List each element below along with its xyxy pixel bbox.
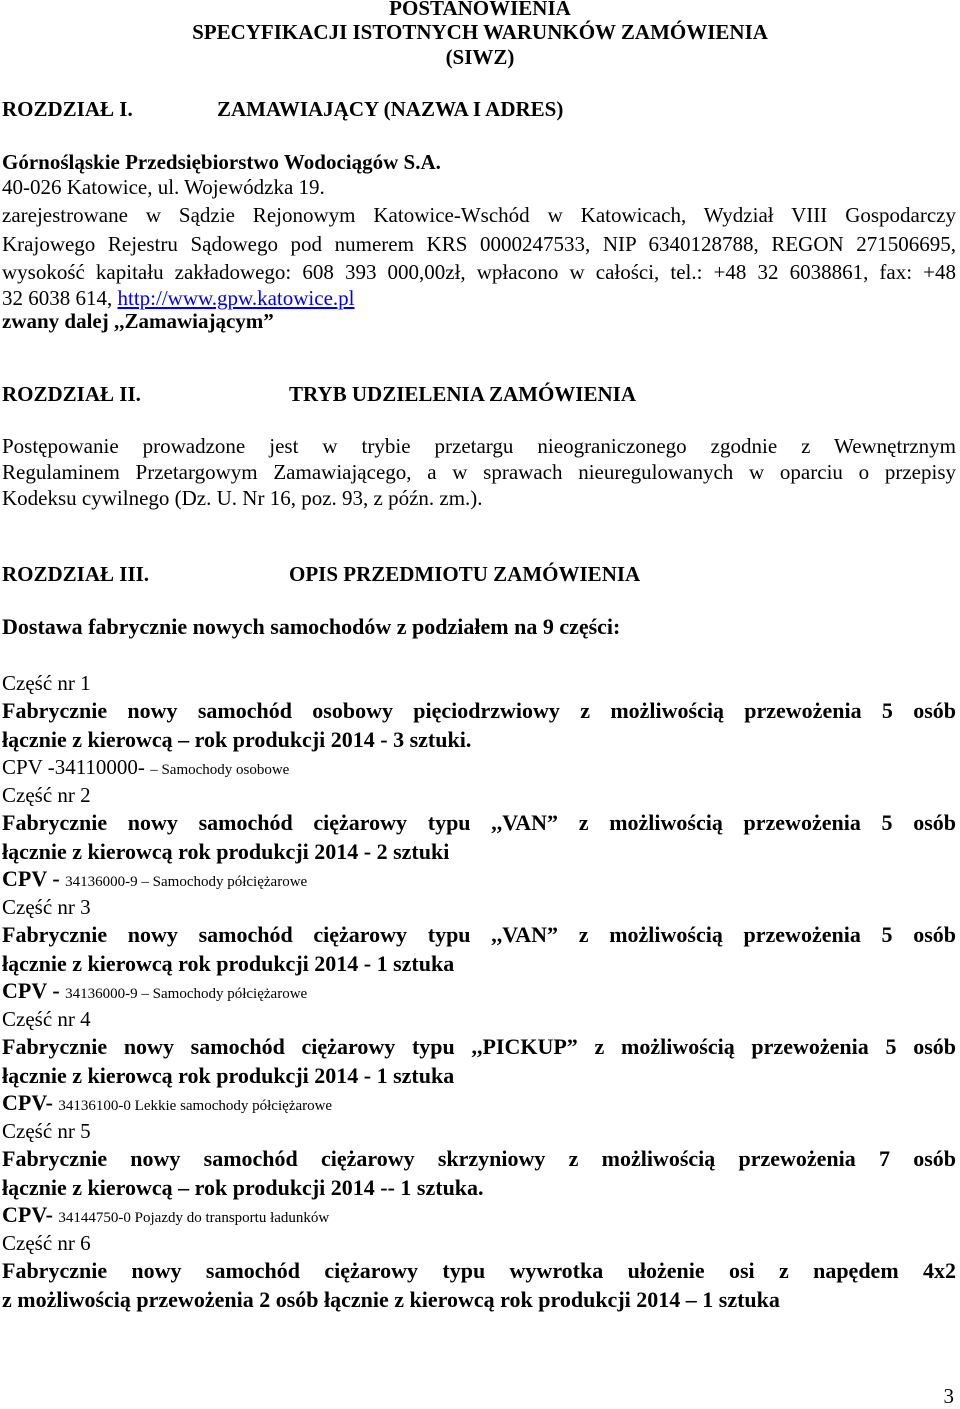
chapter-2-title: TRYB UDZIELENIA ZAMÓWIENIA (289, 382, 636, 406)
part-4-cpv (2, 1091, 332, 1118)
part-2-heading: Część nr 2 (2, 783, 91, 807)
part-3-cpv (2, 979, 307, 1006)
part-3-cpv-desc: 34136000-9 – Samochody półciężarowe (65, 986, 308, 1002)
procedure-line-3: Kodeksu cywilnego (Dz. U. Nr 16, poz. 93, z późn. zm.). (2, 486, 483, 510)
part-1-cpv (2, 755, 289, 782)
part-5-cpv (2, 1203, 329, 1230)
part-5-heading: Część nr 5 (2, 1119, 91, 1143)
part-1-cpv-code: CPV -34110000- (2, 755, 151, 779)
part-4-desc-line-2: łącznie z kierowcą rok produkcji 2014 - 1 sztuka (2, 1063, 455, 1088)
part-6-heading: Część nr 6 (2, 1231, 91, 1255)
part-4-cpv-label: CPV- (2, 1090, 59, 1115)
part-5-cpv-desc: 34144750-0 Pojazdy do transportu ładunków (58, 1210, 330, 1226)
chapter-1-label: ROZDZIAŁ I. (2, 97, 133, 121)
part-3-desc-line-1: Fabrycznie nowy samochód ciężarowy typu ,,VAN” z możliwością przewożenia 5 osób (2, 922, 956, 947)
part-4-cpv-desc: 34136100-0 Lekkie samochody półciężarowe (58, 1098, 333, 1114)
doc-title-line-1: POSTANOWIENIA (389, 0, 571, 20)
part-2-desc-line-1: Fabrycznie nowy samochód ciężarowy typu ,,VAN” z możliwością przewożenia 5 osób (2, 810, 956, 835)
subject-intro: Dostawa fabrycznie nowych samochodów z podziałem na 9 części: (2, 614, 621, 639)
chapter-2-label: ROZDZIAŁ II. (2, 382, 141, 406)
website-link[interactable]: http://www.gpw.katowice.pl (117, 286, 355, 310)
part-1-desc-line-1: Fabrycznie nowy samochód osobowy pięciodrzwiowy z możliwością przewożenia 5 osób (2, 698, 956, 723)
part-4-desc-line-1: Fabrycznie nowy samochód ciężarowy typu ,,PICKUP” z możliwością przewożenia 5 osób (2, 1034, 956, 1059)
company-address: 40-026 Katowice, ul. Wojewódzka 19. (2, 175, 325, 199)
part-5-cpv-label: CPV- (2, 1202, 59, 1227)
registration-line-4 (2, 286, 355, 310)
part-6-desc-line-2: z możliwością przewożenia 2 osób łącznie z kierowcą rok produkcji 2014 – 1 sztuka (2, 1287, 780, 1312)
part-1-desc-line-2: łącznie z kierowcą – rok produkcji 2014 - 3 sztuki. (2, 727, 472, 752)
part-4-heading: Część nr 4 (2, 1007, 91, 1031)
chapter-3-title: OPIS PRZEDMIOTU ZAMÓWIENIA (289, 562, 641, 586)
part-2-desc-line-2: łącznie z kierowcą rok produkcji 2014 - 2 sztuki (2, 839, 450, 864)
part-2-cpv-desc: 34136000-9 – Samochody półciężarowe (65, 874, 308, 890)
part-6-desc-line-1: Fabrycznie nowy samochód ciężarowy typu wywrotka ułożenie osi z napędem 4x2 (2, 1258, 956, 1283)
contact-fax-text: 32 6038 614, (2, 286, 118, 310)
zamawiajacy-alias: zwany dalej ,,Zamawiającym” (2, 309, 274, 333)
part-1-cpv-desc: – Samochody osobowe (150, 762, 290, 778)
procedure-line-1: Postępowanie prowadzone jest w trybie przetargu nieograniczonego zgodnie z Wewnętrznym (2, 434, 956, 458)
part-3-desc-line-2: łącznie z kierowcą rok produkcji 2014 - 1 sztuka (2, 951, 455, 976)
part-2-cpv (2, 867, 307, 894)
part-5-desc-line-1: Fabrycznie nowy samochód ciężarowy skrzyniowy z możliwością przewożenia 7 osób (2, 1146, 956, 1171)
part-3-cpv-label: CPV - (2, 978, 66, 1003)
part-5-desc-line-2: łącznie z kierowcą – rok produkcji 2014 -- 1 sztuka. (2, 1175, 484, 1200)
chapter-1-title: ZAMAWIAJĄCY (NAZWA I ADRES) (217, 97, 564, 121)
procedure-line-2: Regulaminem Przetargowym Zamawiającego, a w sprawach nieuregulowanych w oparciu o przepisy (2, 460, 956, 484)
doc-title-line-3: (SIWZ) (445, 45, 515, 69)
company-name: Górnośląskie Przedsiębiorstwo Wodociągów S.A. (2, 150, 441, 174)
registration-line-2: Krajowego Rejestru Sądowego pod numerem KRS 0000247533, NIP 6340128788, REGON 271506695, (2, 232, 956, 256)
part-3-heading: Część nr 3 (2, 895, 91, 919)
registration-line-3: wysokość kapitału zakładowego: 608 393 000,00zł, wpłacono w całości, tel.: +48 32 6038861, fax: +48 (2, 260, 956, 284)
chapter-3-label: ROZDZIAŁ III. (2, 562, 150, 586)
doc-title-line-2: SPECYFIKACJI ISTOTNYCH WARUNKÓW ZAMÓWIENIA (192, 20, 768, 44)
page-number: 3 (943, 1384, 954, 1408)
registration-line-1: zarejestrowane w Sądzie Rejonowym Katowice-Wschód w Katowicach, Wydział VIII Gospodarczy (2, 203, 956, 227)
part-1-heading: Część nr 1 (2, 671, 91, 695)
part-2-cpv-label: CPV - (2, 866, 66, 891)
